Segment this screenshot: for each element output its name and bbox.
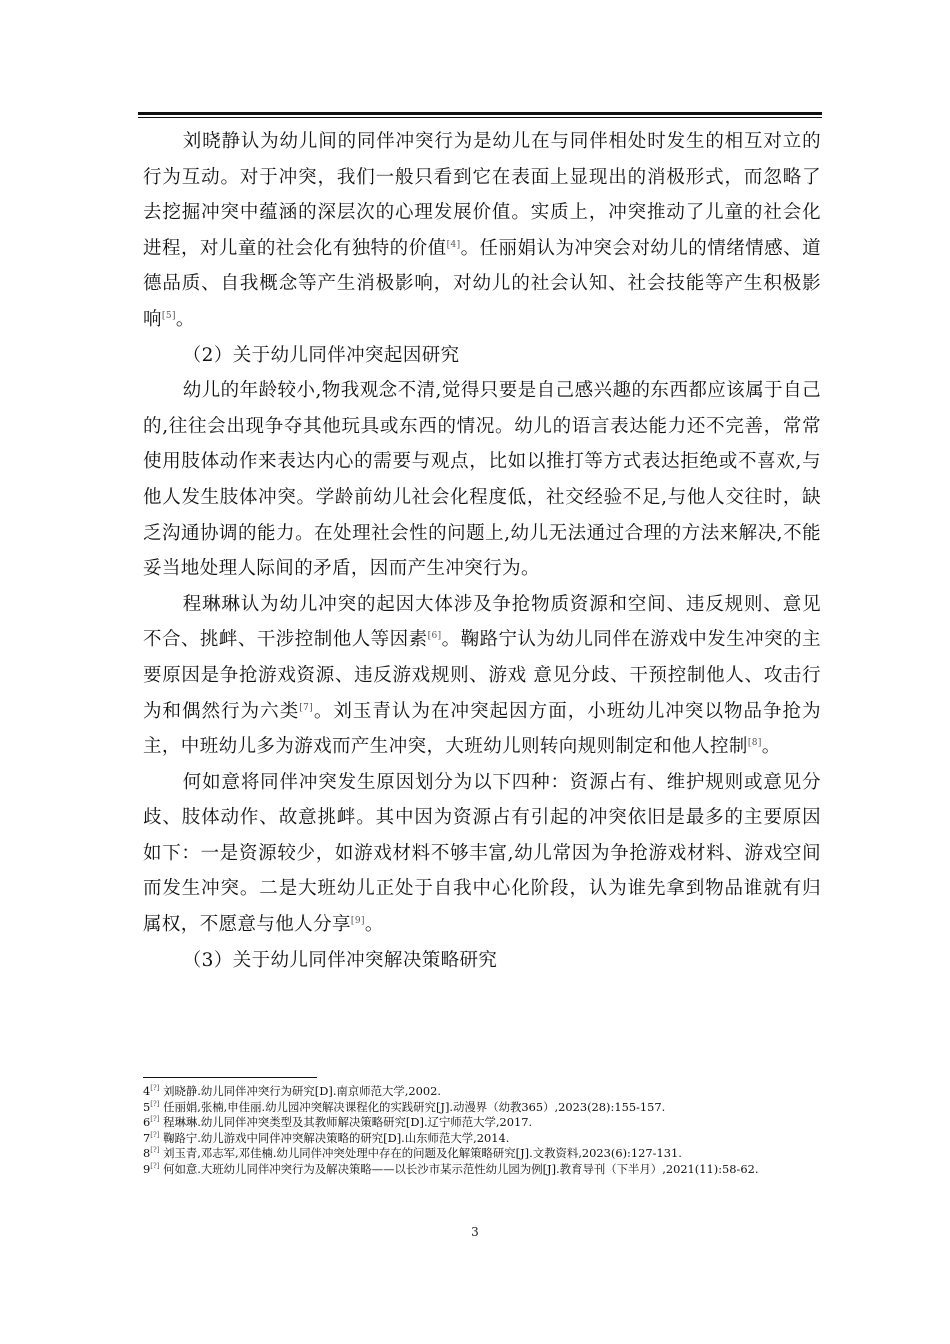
paragraph [143,765,821,943]
footnote-mark: [?] [150,1146,160,1155]
section-heading [143,943,821,979]
footnote-number: 7 [143,1130,151,1145]
footnote-number: 8 [143,1146,151,1161]
citation-ref: [7] [299,702,314,713]
paragraph-text: 。 [761,736,781,758]
paragraph-text: 幼儿的年龄较小,物我观念不清,觉得只要是自己感兴趣的东西都应该属于自己的,往往会出现争夺其他玩具或东西的情况。幼儿的语言表达能力还不完善，常常使用肢体动作来表达内心的需要与观点，比如以推打等方式表达拒绝或不喜欢,与他人发生肢体冲突。学龄前幼儿社会化程度低，社交经验不足,与他人交往时，缺乏沟通协调的能力。在处理社会性的问题上,幼儿无法通过合理的方法来解决,不能妥当地处理人际间的矛盾，因而产生冲突行为。 [143,380,821,580]
footnote-separator [143,1077,317,1078]
paragraph-text: 。 [364,914,384,936]
footnote-text: 刘玉青,邓志军,邓佳楠.幼儿同伴冲突处理中存在的问题及化解策略研究[J].文教资料,2023(6):127-131. [163,1146,682,1161]
paragraph-text: 程琳琳认为幼儿冲突的起因大体涉及争抢物质资源和空间、违反规则、意见不合、挑衅、干涉控制他人等因素 [143,593,821,651]
footnote-item [143,1084,813,1100]
footnote-number: 4 [143,1084,151,1098]
footnote-text: 程琳琳.幼儿同伴冲突类型及其教师解决策略研究[D].辽宁师范大学,2017. [163,1115,533,1130]
paragraph [143,373,821,587]
footnote-number: 6 [143,1115,151,1130]
header-rule [138,112,822,118]
paragraph-text: 。鞠路宁认为幼儿同伴在游戏中发生冲突的主要原因是争抢游戏资源、违反游戏规则、游戏 意见分歧、干预控制他人、攻击行为和偶然行为六类 [143,629,821,722]
footnote-item [143,1162,813,1178]
footnote-item [143,1146,813,1162]
footnote-item [143,1115,813,1131]
paragraph-text: （3）关于幼儿同伴冲突解决策略研究 [182,949,498,971]
paragraph-text: 。任丽娟认为冲突会对幼儿的情绪情感、道德品质、自我概念等产生消极影响，对幼儿的社会认知、社会技能等产生积极影响 [143,237,821,330]
paragraph-text: 。 [175,308,195,330]
footnote-mark: [?] [150,1162,160,1171]
footnote-item [143,1100,813,1116]
footnote-number: 9 [143,1161,151,1176]
citation-ref: [9] [350,915,365,926]
footnote-item [143,1131,813,1147]
footnotes [143,1084,813,1178]
paragraph [143,587,821,765]
paragraph-text: （2）关于幼儿同伴冲突起因研究 [182,344,460,366]
footnote-text: 任丽娟,张楠,申佳丽.幼儿园冲突解决课程化的实践研究[J].动漫界（幼教365）,2023(28):155-157. [163,1099,666,1114]
footnote-mark: [?] [150,1130,160,1139]
paragraph [143,124,821,338]
section-heading [143,338,821,374]
citation-ref: [6] [427,631,442,642]
citation-ref: [8] [747,737,762,748]
footnote-mark: [?] [150,1099,160,1108]
footnote-text: 何如意.大班幼儿同伴冲突行为及解决策略——以长沙市某示范性幼儿园为例[J].教育导刊（下半月）,2021(11):58-62. [163,1161,759,1176]
page-number: 3 [471,1225,479,1239]
footnote-mark: [?] [150,1115,160,1124]
footnote-mark: [?] [150,1084,160,1093]
citation-ref: [5] [161,310,176,321]
footnote-number: 5 [143,1099,151,1114]
footnote-text: 刘晓静.幼儿同伴冲突行为研究[D].南京师范大学,2002. [163,1084,442,1098]
body-text [143,124,821,978]
citation-ref: [4] [446,239,461,250]
paragraph-text: 。刘玉青认为在冲突起因方面，小班幼儿冲突以物品争抢为主，中班幼儿多为游戏而产生冲突，大班幼儿则转向规则制定和他人控制 [143,700,821,758]
footnote-text: 鞠路宁.幼儿游戏中同伴冲突解决策略的研究[D].山东师范大学,2014. [163,1130,510,1145]
paragraph-text: 何如意将同伴冲突发生原因划分为以下四种：资源占有、维护规则或意见分歧、肢体动作、故意挑衅。其中因为资源占有引起的冲突依旧是最多的主要原因如下：一是资源较少，如游戏材料不够丰富,幼儿常因为争抢游戏材料、游戏空间而发生冲突。二是大班幼儿正处于自我中心化阶段，认为谁先拿到物品谁就有归属权，不愿意与他人分享 [143,771,821,936]
paragraph-text: 刘晓静认为幼儿间的同伴冲突行为是幼儿在与同伴相处时发生的相互对立的行为互动。对于冲突，我们一般只看到它在表面上显现出的消极形式，而忽略了去挖掘冲突中蕴涵的深层次的心理发展价值。实质上，冲突推动了儿童的社会化进程，对儿童的社会化有独特的价值 [143,131,821,259]
